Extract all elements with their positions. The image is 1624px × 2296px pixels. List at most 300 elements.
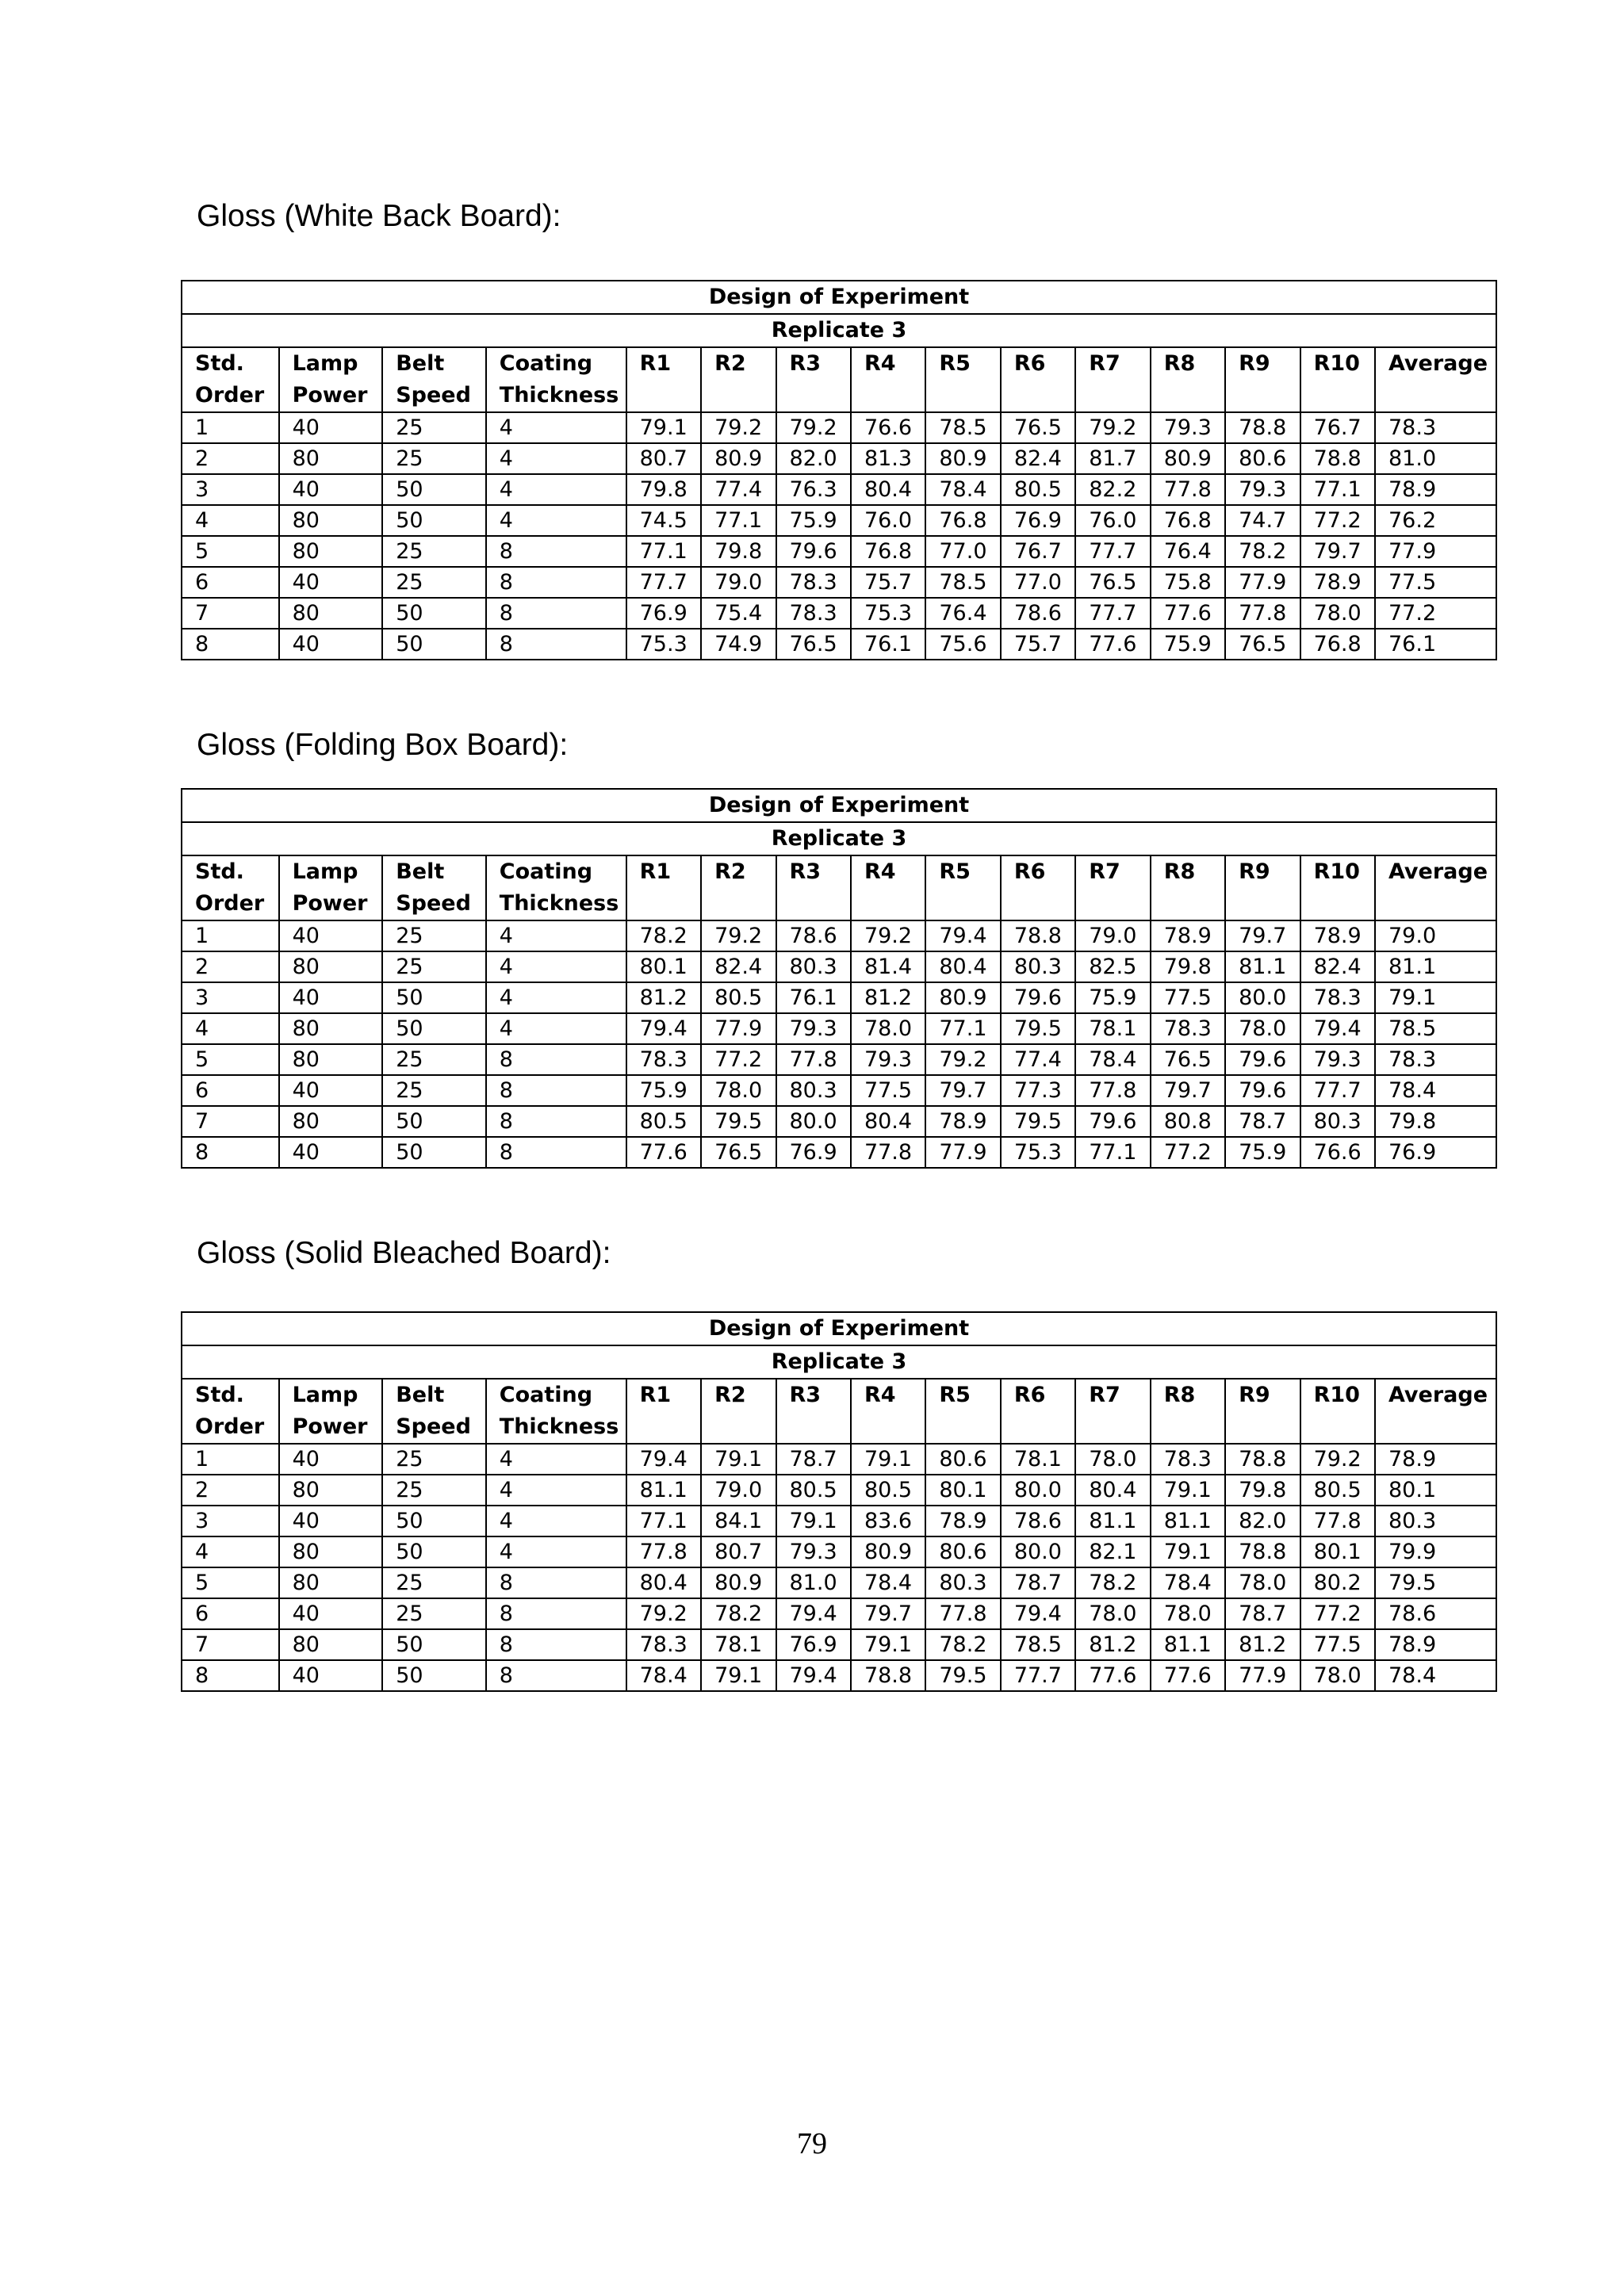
table-cell: 75.3 (1001, 1137, 1075, 1168)
column-header (626, 1379, 701, 1444)
column-header-text: Order (195, 891, 265, 916)
table-cell: 77.4 (701, 474, 776, 505)
table-cell: 79.0 (1375, 920, 1496, 951)
table-cell: 77.5 (1151, 982, 1225, 1013)
table-cell: 75.4 (701, 598, 776, 629)
column-header (1001, 347, 1075, 412)
section-title-folding-box-board: Gloss (Folding Box Board): (197, 728, 569, 762)
column-header-text: Coating (499, 859, 593, 884)
table-cell: 8 (486, 1567, 626, 1598)
table-cell: 77.5 (1375, 567, 1496, 598)
table-cell: 5 (182, 536, 279, 567)
table-cell: 76.9 (1001, 505, 1075, 536)
column-header (1001, 855, 1075, 920)
column-header (279, 855, 383, 920)
column-header (1375, 347, 1496, 412)
table-cell: 79.9 (1375, 1536, 1496, 1567)
column-header (701, 1379, 776, 1444)
column-header-text: Average (1388, 859, 1488, 884)
table-cell: 7 (182, 1106, 279, 1137)
table-cell: 76.5 (1151, 1044, 1225, 1075)
table-cell: 4 (486, 951, 626, 982)
column-header (851, 1379, 925, 1444)
column-header (382, 1379, 486, 1444)
table-cell: 82.5 (1075, 951, 1150, 982)
table-cell: 80.1 (626, 951, 701, 982)
column-header (1225, 855, 1300, 920)
column-header-text: Thickness (499, 383, 619, 408)
table-cell: 50 (382, 1660, 486, 1691)
table-row (182, 1567, 1496, 1598)
table-cell: 4 (486, 1536, 626, 1567)
table-cell: 79.1 (776, 1506, 851, 1536)
table-cell: 82.4 (1001, 443, 1075, 474)
table-cell: 79.4 (925, 920, 1000, 951)
table-cell: 79.2 (776, 412, 851, 443)
column-header-text: R1 (639, 351, 672, 376)
table-cell: 80 (279, 1475, 383, 1506)
column-header (1075, 1379, 1150, 1444)
table-cell: 75.9 (626, 1075, 701, 1106)
table-cell: 77.8 (626, 1536, 701, 1567)
header-row (182, 855, 1496, 920)
table-cell: 81.3 (851, 443, 925, 474)
column-header-text: Std. (195, 859, 244, 884)
table-cell: 77.8 (776, 1044, 851, 1075)
table-caption: Design of Experiment (182, 281, 1496, 314)
table-cell: 77.1 (1300, 474, 1375, 505)
table-cell: 81.1 (1151, 1506, 1225, 1536)
table-cell: 79.1 (701, 1444, 776, 1475)
table-cell: 25 (382, 412, 486, 443)
table-cell: 76.3 (776, 474, 851, 505)
table-cell: 50 (382, 1536, 486, 1567)
table-row (182, 567, 1496, 598)
column-header-text: Coating (499, 1383, 593, 1407)
table-cell: 8 (182, 629, 279, 660)
table-cell: 77.0 (925, 536, 1000, 567)
table-caption: Design of Experiment (182, 1312, 1496, 1345)
table-cell: 76.9 (776, 1137, 851, 1168)
table-cell: 78.6 (1001, 1506, 1075, 1536)
table-cell: 76.2 (1375, 505, 1496, 536)
table-cell: 50 (382, 1013, 486, 1044)
table-cell: 4 (486, 474, 626, 505)
table-cell: 75.3 (851, 598, 925, 629)
table-cell: 76.9 (626, 598, 701, 629)
table-cell: 76.8 (1151, 505, 1225, 536)
table-cell: 79.8 (626, 474, 701, 505)
table-cell: 79.1 (701, 1660, 776, 1691)
table-cell: 78.5 (1001, 1629, 1075, 1660)
table-cell: 76.5 (1075, 567, 1150, 598)
table-row (182, 951, 1496, 982)
column-header-text: Belt (396, 1383, 445, 1407)
column-header-text: Order (195, 1414, 265, 1439)
table-cell: 1 (182, 1444, 279, 1475)
table-cell: 80.0 (776, 1106, 851, 1137)
column-header-text: Lamp (292, 351, 358, 376)
table-cell: 79.4 (1001, 1598, 1075, 1629)
table-cell: 79.8 (1151, 951, 1225, 982)
column-header-text: Order (195, 383, 265, 408)
table-cell: 78.9 (925, 1506, 1000, 1536)
table-cell: 7 (182, 1629, 279, 1660)
table-cell: 79.1 (1375, 982, 1496, 1013)
table-cell: 82.4 (701, 951, 776, 982)
table-cell: 8 (182, 1137, 279, 1168)
table-row (182, 1013, 1496, 1044)
table-cell: 77.4 (1001, 1044, 1075, 1075)
table-cell: 78.7 (1001, 1567, 1075, 1598)
table-cell: 79.2 (701, 412, 776, 443)
table-cell: 80.9 (925, 443, 1000, 474)
table-cell: 78.9 (925, 1106, 1000, 1137)
table-cell: 81.7 (1075, 443, 1150, 474)
column-header (851, 855, 925, 920)
table-cell: 77.1 (626, 1506, 701, 1536)
table-cell: 80.0 (1225, 982, 1300, 1013)
column-header-text: Thickness (499, 891, 619, 916)
table-cell: 40 (279, 412, 383, 443)
table-cell: 80.1 (1375, 1475, 1496, 1506)
table-cell: 4 (486, 920, 626, 951)
table-cell: 81.2 (851, 982, 925, 1013)
column-header-text: Belt (396, 859, 445, 884)
table-cell: 8 (486, 1598, 626, 1629)
table-cell: 80.6 (925, 1444, 1000, 1475)
table-cell: 75.3 (626, 629, 701, 660)
table-cell: 78.2 (1225, 536, 1300, 567)
table-cell: 79.4 (626, 1444, 701, 1475)
table-cell: 78.7 (1225, 1598, 1300, 1629)
table-row (182, 474, 1496, 505)
table-cell: 75.9 (1151, 629, 1225, 660)
table-cell: 76.0 (851, 505, 925, 536)
table-cell: 80 (279, 443, 383, 474)
column-header (701, 855, 776, 920)
table-cell: 40 (279, 1137, 383, 1168)
table-cell: 81.2 (626, 982, 701, 1013)
table-row (182, 1106, 1496, 1137)
table-row (182, 1660, 1496, 1691)
table-cell: 78.7 (776, 1444, 851, 1475)
table-cell: 25 (382, 1475, 486, 1506)
table-cell: 80.9 (1151, 443, 1225, 474)
column-header-text: R8 (1163, 859, 1196, 884)
table-cell: 50 (382, 1629, 486, 1660)
table-row (182, 1475, 1496, 1506)
column-header-text: Std. (195, 1383, 244, 1407)
table-cell: 79.5 (1001, 1106, 1075, 1137)
table-subcaption: Replicate 3 (182, 314, 1496, 347)
column-header-text: R10 (1313, 1383, 1360, 1407)
table-cell: 8 (486, 1629, 626, 1660)
column-header-text: R3 (789, 351, 822, 376)
table-cell: 40 (279, 567, 383, 598)
table-cell: 79.1 (851, 1629, 925, 1660)
table-row (182, 1536, 1496, 1567)
column-header (1075, 855, 1150, 920)
table-cell: 79.2 (1075, 412, 1150, 443)
column-header-text: Power (292, 891, 368, 916)
table-cell: 4 (486, 412, 626, 443)
table-cell: 77.7 (1300, 1075, 1375, 1106)
table-cell: 80.3 (1001, 951, 1075, 982)
table-cell: 40 (279, 629, 383, 660)
table-cell: 79.1 (851, 1444, 925, 1475)
column-header (1001, 1379, 1075, 1444)
table-cell: 6 (182, 1075, 279, 1106)
table-cell: 79.6 (1225, 1075, 1300, 1106)
table-cell: 76.1 (776, 982, 851, 1013)
table-cell: 79.3 (776, 1013, 851, 1044)
table-row (182, 598, 1496, 629)
table-cell: 8 (486, 629, 626, 660)
table-cell: 50 (382, 629, 486, 660)
table-cell: 80.5 (851, 1475, 925, 1506)
table-cell: 40 (279, 474, 383, 505)
column-header-text: Power (292, 1414, 368, 1439)
table-cell: 80.6 (1225, 443, 1300, 474)
table-cell: 7 (182, 598, 279, 629)
table-cell: 80.5 (701, 982, 776, 1013)
table-cell: 84.1 (701, 1506, 776, 1536)
table-cell: 80 (279, 1567, 383, 1598)
column-header-text: R3 (789, 859, 822, 884)
table-cell: 77.7 (1075, 598, 1150, 629)
table-cell: 79.2 (1300, 1444, 1375, 1475)
table-cell: 78.1 (1075, 1013, 1150, 1044)
table-cell: 79.8 (1375, 1106, 1496, 1137)
header-row (182, 347, 1496, 412)
table-cell: 77.7 (626, 567, 701, 598)
column-header-text: R2 (714, 1383, 746, 1407)
table-cell: 80 (279, 951, 383, 982)
section-title-solid-bleached-board: Gloss (Solid Bleached Board): (197, 1236, 611, 1270)
column-header-text: R2 (714, 859, 746, 884)
table-cell: 77.2 (701, 1044, 776, 1075)
table-cell: 80 (279, 1629, 383, 1660)
table-cell: 78.3 (1375, 412, 1496, 443)
column-header (776, 347, 851, 412)
table-cell: 50 (382, 598, 486, 629)
table-cell: 78.4 (1375, 1075, 1496, 1106)
table-cell: 25 (382, 1044, 486, 1075)
table-cell: 81.2 (1225, 1629, 1300, 1660)
table-cell: 79.3 (1151, 412, 1225, 443)
table-cell: 80.5 (776, 1475, 851, 1506)
table-cell: 40 (279, 920, 383, 951)
table-cell: 78.0 (1225, 1013, 1300, 1044)
table-row (182, 536, 1496, 567)
column-header-text: R6 (1013, 859, 1046, 884)
table-cell: 4 (486, 505, 626, 536)
column-header-text: Power (292, 383, 368, 408)
column-header-text: R9 (1239, 859, 1270, 884)
column-header (1300, 855, 1375, 920)
table-cell: 78.3 (626, 1044, 701, 1075)
table-cell: 80.3 (776, 1075, 851, 1106)
table-cell: 76.5 (776, 629, 851, 660)
table-cell: 25 (382, 536, 486, 567)
table-cell: 79.2 (626, 1598, 701, 1629)
column-header-text: Std. (195, 351, 244, 376)
table-cell: 78.4 (925, 474, 1000, 505)
table-cell: 82.0 (776, 443, 851, 474)
table-cell: 40 (279, 1660, 383, 1691)
table-cell: 75.9 (1225, 1137, 1300, 1168)
table-cell: 78.0 (1300, 1660, 1375, 1691)
column-header-text: Lamp (292, 859, 358, 884)
table-cell: 4 (486, 982, 626, 1013)
table-cell: 4 (486, 1013, 626, 1044)
table-row (182, 629, 1496, 660)
column-header (925, 347, 1000, 412)
table-cell: 50 (382, 1506, 486, 1536)
column-header-text: Average (1388, 1383, 1488, 1407)
table-cell: 2 (182, 1475, 279, 1506)
table-cell: 50 (382, 505, 486, 536)
table-cell: 81.2 (1075, 1629, 1150, 1660)
table-cell: 78.6 (1001, 598, 1075, 629)
table-cell: 79.7 (851, 1598, 925, 1629)
column-header-text: Belt (396, 351, 445, 376)
column-header (279, 347, 383, 412)
table-cell: 79.6 (1001, 982, 1075, 1013)
table-cell: 3 (182, 982, 279, 1013)
table-cell: 78.8 (851, 1660, 925, 1691)
table-cell: 77.8 (1225, 598, 1300, 629)
column-header (486, 1379, 626, 1444)
table-row (182, 982, 1496, 1013)
column-header (486, 347, 626, 412)
table-cell: 77.6 (1075, 629, 1150, 660)
table-cell: 4 (182, 505, 279, 536)
table-cell: 50 (382, 474, 486, 505)
table-cell: 78.4 (1375, 1660, 1496, 1691)
column-header-text: R7 (1089, 859, 1120, 884)
column-header-text: R6 (1013, 1383, 1046, 1407)
table-cell: 50 (382, 1106, 486, 1137)
table-cell: 78.8 (1300, 443, 1375, 474)
table-cell: 77.8 (925, 1598, 1000, 1629)
table-cell: 80.5 (626, 1106, 701, 1137)
table-cell: 82.2 (1075, 474, 1150, 505)
table-cell: 4 (486, 1506, 626, 1536)
table-cell: 77.6 (626, 1137, 701, 1168)
table-row (182, 505, 1496, 536)
table-cell: 40 (279, 1444, 383, 1475)
column-header (1151, 855, 1225, 920)
table-cell: 76.9 (776, 1629, 851, 1660)
column-header-text: Speed (396, 383, 471, 408)
table-cell: 80.9 (701, 1567, 776, 1598)
table-cell: 77.1 (925, 1013, 1000, 1044)
table-cell: 78.9 (1300, 567, 1375, 598)
column-header-text: R5 (939, 1383, 971, 1407)
table-cell: 78.8 (1225, 1536, 1300, 1567)
column-header (776, 1379, 851, 1444)
column-header (776, 855, 851, 920)
column-header-text: R8 (1163, 351, 1196, 376)
table-cell: 77.6 (1151, 598, 1225, 629)
table-cell: 79.5 (1001, 1013, 1075, 1044)
table-cell: 40 (279, 982, 383, 1013)
table-cell: 75.9 (1075, 982, 1150, 1013)
column-header-text: R6 (1013, 351, 1046, 376)
table-cell: 8 (182, 1660, 279, 1691)
table-cell: 75.9 (776, 505, 851, 536)
table-cell: 79.5 (701, 1106, 776, 1137)
column-header-text: Speed (396, 891, 471, 916)
table-row (182, 1075, 1496, 1106)
table-cell: 77.2 (1300, 1598, 1375, 1629)
table-cell: 6 (182, 567, 279, 598)
gloss-table-white-back-board (181, 280, 1497, 660)
table-cell: 80.9 (851, 1536, 925, 1567)
table-cell: 80 (279, 1013, 383, 1044)
table-cell: 79.5 (925, 1660, 1000, 1691)
table-cell: 80.5 (1300, 1475, 1375, 1506)
table-cell: 80.3 (1300, 1106, 1375, 1137)
table-cell: 8 (486, 598, 626, 629)
column-header (851, 347, 925, 412)
column-header-text: Average (1388, 351, 1488, 376)
column-header (626, 347, 701, 412)
table-cell: 78.0 (1151, 1598, 1225, 1629)
column-header-text: R4 (864, 1383, 896, 1407)
table-body (182, 1444, 1496, 1691)
table-row (182, 1137, 1496, 1168)
table-cell: 76.8 (1300, 629, 1375, 660)
column-header-text: R10 (1313, 351, 1360, 376)
table-cell: 78.3 (1151, 1444, 1225, 1475)
table-cell: 76.8 (851, 536, 925, 567)
table-cell: 77.8 (1151, 474, 1225, 505)
table-cell: 76.8 (925, 505, 1000, 536)
table-cell: 80.4 (925, 951, 1000, 982)
table-cell: 80.4 (626, 1567, 701, 1598)
column-header-text: R9 (1239, 351, 1270, 376)
table-cell: 80.2 (1300, 1567, 1375, 1598)
table-cell: 79.4 (626, 1013, 701, 1044)
column-header (626, 855, 701, 920)
table-cell: 79.5 (1375, 1567, 1496, 1598)
table-cell: 80.3 (925, 1567, 1000, 1598)
table-cell: 76.5 (1225, 629, 1300, 660)
table-cell: 77.0 (1001, 567, 1075, 598)
table-cell: 82.0 (1225, 1506, 1300, 1536)
column-header (1151, 347, 1225, 412)
table-cell: 2 (182, 443, 279, 474)
column-header (182, 855, 279, 920)
column-header (925, 855, 1000, 920)
table-cell: 78.2 (701, 1598, 776, 1629)
table-cell: 78.3 (776, 567, 851, 598)
table-cell: 3 (182, 1506, 279, 1536)
column-header-text: Thickness (499, 1414, 619, 1439)
table-cell: 25 (382, 1075, 486, 1106)
table-cell: 8 (486, 536, 626, 567)
table-row (182, 1444, 1496, 1475)
table-cell: 79.4 (776, 1598, 851, 1629)
table-cell: 80 (279, 536, 383, 567)
table-cell: 81.1 (1225, 951, 1300, 982)
table-cell: 78.3 (1375, 1044, 1496, 1075)
table-cell: 80.4 (851, 1106, 925, 1137)
table-cell: 8 (486, 1660, 626, 1691)
